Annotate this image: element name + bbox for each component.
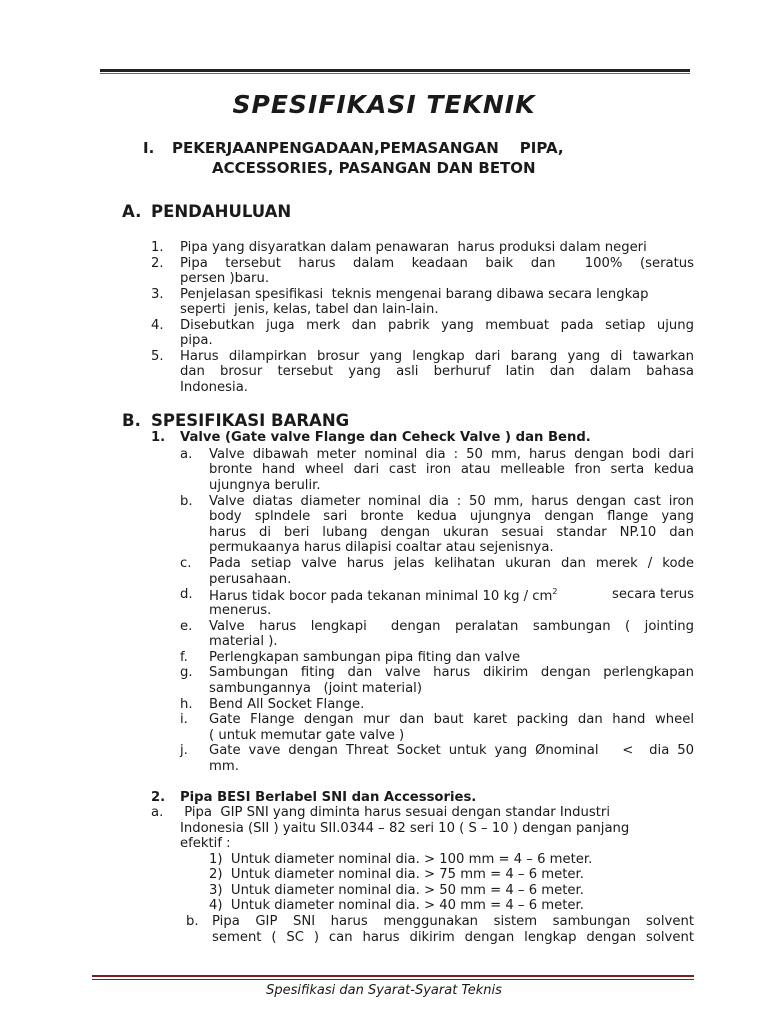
list-number: 5. bbox=[151, 349, 164, 364]
list-item-text: permukaanya harus dilapisi coaltar atau sejenisnya. bbox=[209, 540, 554, 555]
subsection-2-heading: Pipa BESI Berlabel SNI dan Accessories. bbox=[180, 790, 477, 805]
document-title: SPESIFIKASI TEKNIK bbox=[232, 90, 536, 119]
list-number: 2. bbox=[151, 256, 164, 271]
list-letter: b. bbox=[180, 494, 193, 509]
list-item-text: Pipa GIP SNI harus menggunakan sistem sambungan solvent bbox=[212, 914, 694, 929]
page-footer: Spesifikasi dan Syarat-Syarat Teknis bbox=[266, 983, 502, 998]
list-item-text: Sambungan fiting dan valve harus dikirim dengan perlengkapan bbox=[209, 665, 694, 680]
list-letter: a. bbox=[151, 805, 164, 820]
list-item-text bbox=[209, 587, 694, 604]
section-a-letter: A. bbox=[122, 202, 142, 221]
list-item-text: Disebutkan juga merk dan pabrik yang membuat pada setiap ujung bbox=[180, 318, 694, 333]
list-item-text: Bend All Socket Flange. bbox=[209, 697, 365, 712]
list-number: 4. bbox=[151, 318, 164, 333]
list-item-text: Pipa tersebut harus dalam keadaan baik dan 100% (seratus bbox=[180, 256, 694, 271]
list-item-text: dan brosur tersebut yang asli berhuruf latin dan dalam bahasa bbox=[180, 364, 694, 379]
section-a-heading: PENDAHULUAN bbox=[151, 202, 292, 221]
list-item-text: Perlengkapan sambungan pipa fiting dan valve bbox=[209, 650, 521, 665]
list-letter: a. bbox=[180, 447, 193, 462]
list-item-text: sambungannya (joint material) bbox=[209, 681, 422, 696]
footer-rule-thin bbox=[92, 979, 694, 980]
list-item-text: bronte hand wheel dari cast iron atau melleable fron serta kedua bbox=[209, 462, 694, 477]
list-item-text: body splndele sari bronte kedua ujungnya dengan flange yang bbox=[209, 509, 694, 524]
diameter-list-item: 1) Untuk diameter nominal dia. > 100 mm = 4 – 6 meter. bbox=[209, 852, 593, 867]
list-item-text: Valve dibawah meter nominal dia : 50 mm, harus dengan bodi dari bbox=[209, 447, 694, 462]
list-item-text: Indonesia. bbox=[180, 380, 248, 395]
list-item-text: Valve diatas diameter nominal dia : 50 mm, harus dengan cast iron bbox=[209, 494, 694, 509]
list-number: 3. bbox=[151, 287, 164, 302]
list-item-text: sement ( SC ) can harus dikirim dengan lengkap dengan solvent bbox=[212, 930, 694, 945]
list-letter: g. bbox=[180, 665, 193, 680]
list-item-text: pipa. bbox=[180, 333, 213, 348]
list-number: 1. bbox=[151, 240, 164, 255]
list-letter: e. bbox=[180, 619, 193, 634]
section-b-heading: SPESIFIKASI BARANG bbox=[151, 411, 350, 430]
subsection-2-number: 2. bbox=[151, 790, 166, 805]
list-item-text: menerus. bbox=[209, 603, 272, 618]
pressure-text: Harus tidak bocor pada tekanan minimal 10 kg / $cm^2$ bbox=[209, 587, 558, 604]
list-item-text: mm. bbox=[209, 759, 239, 774]
list-letter: i. bbox=[180, 712, 188, 727]
list-item-text: Penjelasan spesifikasi teknis mengenai barang dibawa secara lengkap bbox=[180, 287, 649, 302]
list-letter: b. bbox=[186, 914, 199, 929]
section-b-letter: B. bbox=[122, 411, 141, 430]
list-item-text: perusahaan. bbox=[209, 572, 292, 587]
list-item-text: Valve harus lengkapi dengan peralatan sambungan ( jointing bbox=[209, 619, 694, 634]
diameter-list-item: 4) Untuk diameter nominal dia. > 40 mm = 4 – 6 meter. bbox=[209, 898, 584, 913]
footer-rule-thick bbox=[92, 975, 694, 977]
list-item-text: persen )baru. bbox=[180, 271, 270, 286]
list-item-text: ujungnya berulir. bbox=[209, 478, 321, 493]
header-rule-thin bbox=[100, 73, 690, 74]
subsection-1-heading: Valve (Gate valve Flange dan Ceheck Valve ) dan Bend. bbox=[180, 430, 591, 445]
list-item-text: material ). bbox=[209, 634, 278, 649]
pressure-text-tail: secara terus bbox=[607, 587, 694, 602]
list-item-text: Indonesia (SII ) yaitu SII.0344 – 82 seri 10 ( S – 10 ) dengan panjang bbox=[180, 821, 630, 836]
list-item-text: efektif : bbox=[180, 836, 231, 851]
section-1-title-line1: PEKERJAANPENGADAAN,PEMASANGAN PIPA, bbox=[172, 139, 564, 157]
list-letter: c. bbox=[180, 556, 192, 571]
list-item-text: Gate Flange dengan mur dan baut karet packing dan hand wheel bbox=[209, 712, 694, 727]
list-item-text: Gate vave dengan Threat Socket untuk yang Ønominal < dia 50 bbox=[209, 743, 694, 758]
subsection-1-number: 1. bbox=[151, 430, 166, 445]
list-letter: j. bbox=[180, 743, 188, 758]
list-item-text: Pipa GIP SNI yang diminta harus sesuai dengan standar Industri bbox=[180, 805, 611, 820]
list-item-text: Harus dilampirkan brosur yang lengkap dari barang yang di tawarkan bbox=[180, 349, 694, 364]
list-item-text: harus di beri lubang dengan ukuran sesuai standar NP.10 dan bbox=[209, 525, 694, 540]
diameter-list-item: 3) Untuk diameter nominal dia. > 50 mm = 4 – 6 meter. bbox=[209, 883, 584, 898]
list-item-text: ( untuk memutar gate valve ) bbox=[209, 728, 405, 743]
list-item-text: Pipa yang disyaratkan dalam penawaran harus produksi dalam negeri bbox=[180, 240, 647, 255]
list-letter: h. bbox=[180, 697, 193, 712]
list-letter: f. bbox=[180, 650, 188, 665]
section-1-number: I. bbox=[143, 139, 155, 157]
diameter-list-item: 2) Untuk diameter nominal dia. > 75 mm = 4 – 6 meter. bbox=[209, 867, 584, 882]
header-rule-thick bbox=[100, 69, 690, 72]
list-item-text: Pada setiap valve harus jelas kelihatan ukuran dan merek / kode bbox=[209, 556, 694, 571]
section-1-title-line2: ACCESSORIES, PASANGAN DAN BETON bbox=[212, 159, 536, 177]
list-item-text: seperti jenis, kelas, tabel dan lain-lain. bbox=[180, 302, 439, 317]
superscript: 2 bbox=[552, 587, 558, 596]
list-letter: d. bbox=[180, 587, 193, 602]
